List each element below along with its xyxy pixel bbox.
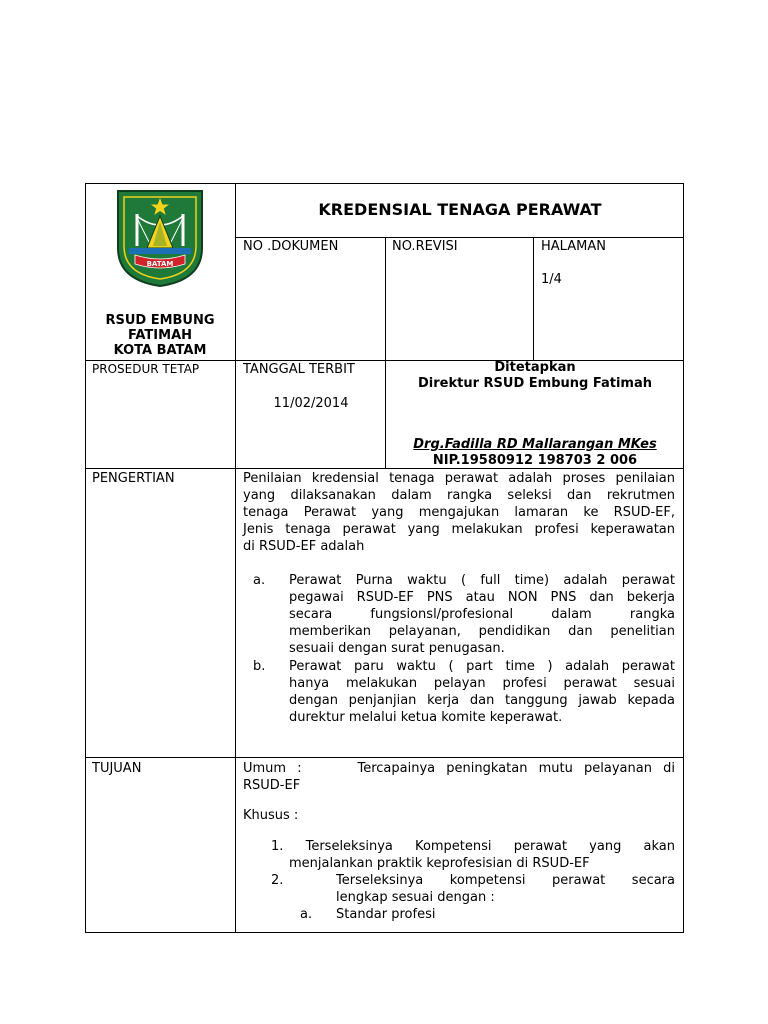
tujuan-item-1-line2: menjalankan praktik keprofesisian di RSUD-EF (289, 856, 590, 871)
list-item-line: pegawai RSUD-EF PNS atau NON PNS dan bekerja (289, 590, 675, 605)
list-item-line: secara fungsionsl/profesional dalam rangka (289, 607, 675, 622)
document-title: KREDENSIAL TENAGA PERAWAT (318, 200, 602, 219)
pengertian-line: Penilaian kredensial tenaga perawat adalah proses penilaian (243, 471, 675, 486)
approval-block (386, 360, 684, 392)
tujuan-item-1-cont (289, 855, 675, 872)
prosedur-tetap-label: PROSEDUR TETAP (92, 362, 200, 376)
halaman-value: 1/4 (541, 272, 562, 287)
no-dokumen-label: NO .DOKUMEN (243, 239, 339, 254)
list-item-line: memberikan pelayanan, pendidikan dan penelitian (289, 624, 675, 639)
list-marker: a. (253, 573, 266, 588)
logo-text: BATAM (146, 260, 174, 268)
table-border-left (85, 183, 86, 933)
tujuan-umum (243, 760, 675, 794)
ditetapkan-label: Ditetapkan (494, 360, 576, 375)
hospital-name-line1: RSUD EMBUNG (105, 313, 215, 328)
pengertian-line: Jenis tenaga perawat yang melakukan profesi keperawatan (243, 522, 675, 537)
pengertian-line: yang dilaksanakan dalam rangka seleksi dan rekrutmen (243, 488, 675, 503)
tujuan-label: TUJUAN (92, 761, 142, 776)
tanggal-terbit-label: TANGGAL TERBIT (243, 362, 355, 377)
pengertian-label: PENGERTIAN (92, 471, 175, 486)
signer-name: Drg.Fadilla RD Mallarangan MKes (413, 437, 657, 452)
pengertian-line: tenaga Perawat yang mengajukan lamaran ke RSUD-EF, (243, 505, 675, 520)
tujuan-item-2-marker: 2. (271, 873, 284, 888)
tujuan-umum-line2: RSUD-EF (243, 778, 301, 793)
tujuan-item-2-line1: Terseleksinya kompetensi perawat secara (336, 873, 675, 888)
list-marker: b. (253, 659, 266, 674)
tujuan-umum-line1: Umum : Tercapainya peningkatan mutu pelayanan di (243, 761, 675, 776)
hospital-logo (115, 188, 205, 288)
table-border-bottom (85, 932, 684, 933)
list-item (289, 658, 675, 726)
halaman-label: HALAMAN (541, 239, 606, 254)
signer-block (386, 437, 684, 469)
list-item-line: sesuaii dengan surat penugasan. (289, 641, 505, 656)
tujuan-item-1 (271, 838, 675, 855)
tujuan-sub-marker: a. (300, 907, 313, 922)
tujuan-item-1-line1: 1. Terseleksinya Kompetensi perawat yang akan (271, 839, 675, 854)
list-item (289, 572, 675, 657)
hospital-name (90, 313, 230, 358)
list-item-line: Perawat Purna waktu ( full time) adalah perawat (289, 573, 675, 588)
list-item-line: hanya melakukan pelayan profesi perawat sesuai (289, 676, 675, 691)
pengertian-line: di RSUD-EF adalah (243, 539, 365, 554)
tanggal-terbit-value: 11/02/2014 (273, 396, 349, 411)
hospital-name-line2: FATIMAH (127, 328, 193, 343)
table-border-top (85, 183, 684, 184)
direktur-label: Direktur RSUD Embung Fatimah (418, 376, 652, 391)
list-item-line: Perawat paru waktu ( part time ) adalah perawat (289, 659, 675, 674)
pengertian-paragraph (243, 470, 675, 555)
list-item-line: dengan penjanjian kerja dan tanggung jawab kepada (289, 693, 675, 708)
table-line-pengertian-bottom (85, 757, 684, 758)
no-revisi-label: NO.REVISI (392, 239, 458, 254)
tujuan-item-2-line2: lengkap sesuai dengan : (336, 890, 495, 905)
list-item-line: durektur melalui ketua komite keperawat. (289, 710, 563, 725)
tujuan-item-2 (336, 872, 675, 906)
hospital-name-line3: KOTA BATAM (113, 343, 207, 358)
signer-nip: NIP.19580912 198703 2 006 (432, 453, 638, 468)
tujuan-khusus-label: Khusus : (243, 808, 299, 823)
table-line-col2 (385, 237, 386, 469)
table-line-col1 (235, 183, 236, 933)
table-line-col3 (533, 237, 534, 361)
table-border-right (683, 183, 684, 933)
tujuan-sub-item: Standar profesi (336, 907, 436, 922)
